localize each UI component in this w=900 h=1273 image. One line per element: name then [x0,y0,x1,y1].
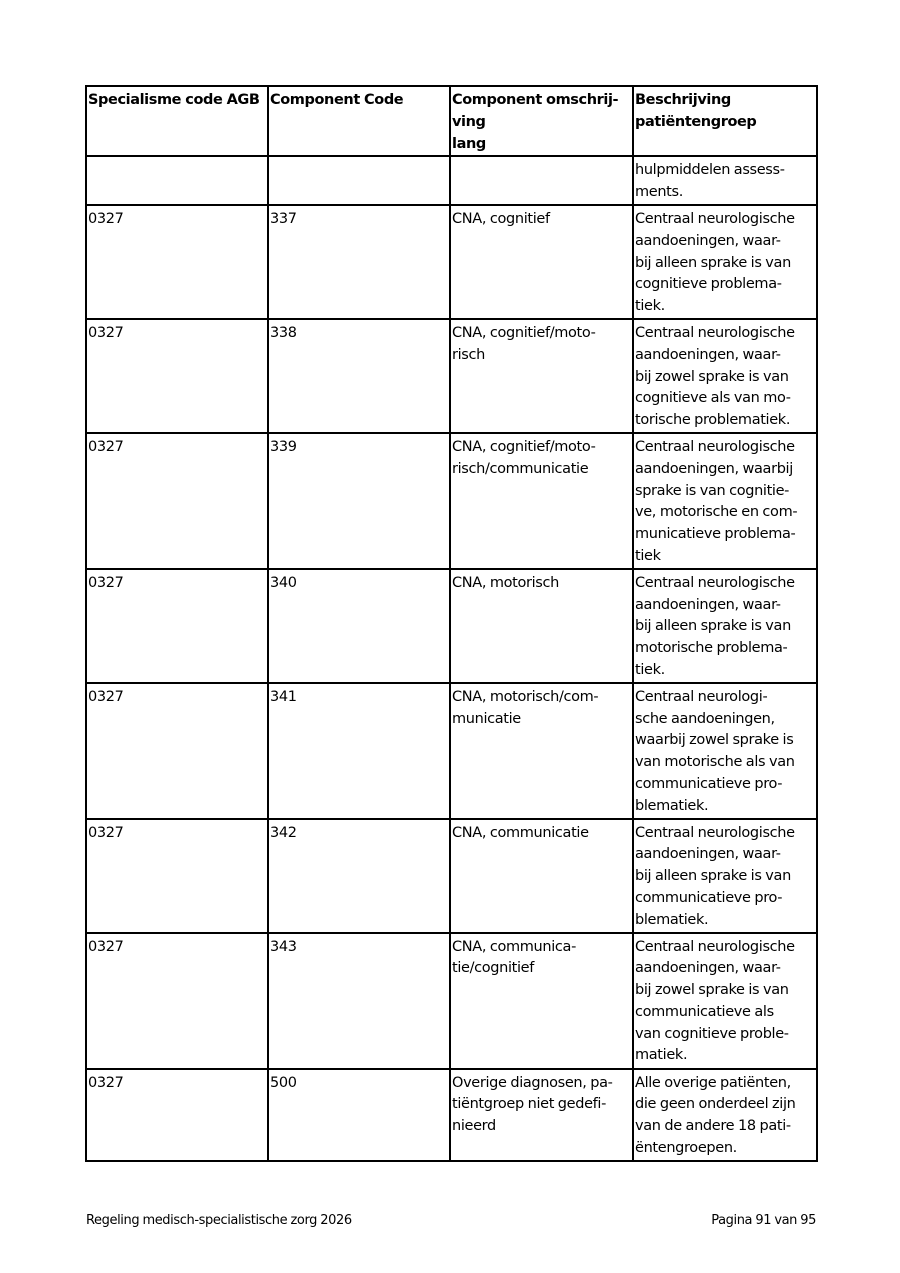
cell-text-line: die geen onderdeel zijn [635,1096,796,1113]
cell-text-line: bij zowel sprake is van [635,982,789,999]
cell-specialisme-code [86,156,268,205]
cell-text-line: CNA, cognitief/moto- [452,324,596,341]
cell-text-line: tiek. [635,298,665,315]
patient-group-table [85,85,818,1162]
cell-text-line: ve, motorische en com- [635,504,798,521]
cell-text-line: risch/communicatie [452,460,589,477]
cell-text-line: aandoeningen, waar- [635,846,781,863]
table-body [86,156,817,1160]
cell-text-line: motorische problema- [635,640,788,657]
cell-text-line: tie/cognitief [452,960,534,977]
cell-text-line: CNA, cognitief [452,210,550,227]
cell-text-line: Centraal neurologische [635,324,795,341]
cell-text-line: aandoeningen, waar- [635,232,781,249]
table-row [86,683,817,819]
table-row [86,156,817,205]
cell-specialisme-code: 0327 [86,683,268,819]
header-component-code [268,86,450,156]
cell-text-line: municatie [452,710,521,727]
cell-component-omschrijving [450,683,633,819]
cell-text-line: municatieve problema- [635,526,796,543]
cell-specialisme-code: 0327 [86,205,268,319]
cell-specialisme-code: 0327 [86,819,268,933]
cell-text-line: CNA, motorisch/com- [452,688,599,705]
cell-text-line: Centraal neurologische [635,574,795,591]
cell-component-code: 337 [268,205,450,319]
cell-specialisme-code: 0327 [86,569,268,683]
footer-page-number: Pagina 91 van 95 [711,1213,816,1228]
cell-text-line: cognitieve problema- [635,276,782,293]
cell-beschrijving-patientengroep [633,156,817,205]
cell-component-code: 339 [268,433,450,569]
cell-text-line: CNA, motorisch [452,574,559,591]
header-text-line: Beschrijving [635,92,731,108]
cell-text-line: communicatieve als [635,1003,774,1020]
cell-component-code: 341 [268,683,450,819]
table-row [86,1069,817,1161]
cell-text-line: torische problematiek. [635,412,791,429]
header-text-line: Component Code [270,92,404,108]
cell-text-line: cognitieve als van mo- [635,390,791,407]
cell-component-omschrijving [450,933,633,1069]
cell-specialisme-code: 0327 [86,933,268,1069]
table-row [86,933,817,1069]
cell-text-line: tiek. [635,661,665,678]
cell-text-line: ëntengroepen. [635,1139,737,1156]
cell-beschrijving-patientengroep [633,933,817,1069]
cell-text-line: Centraal neurologische [635,438,795,455]
cell-beschrijving-patientengroep [633,1069,817,1161]
cell-component-omschrijving [450,319,633,433]
header-text-line: Specialisme code AGB [88,92,260,108]
header-component-omschrijving-lang [450,86,633,156]
cell-text-line: Alle overige patiënten, [635,1074,791,1091]
cell-specialisme-code: 0327 [86,319,268,433]
cell-text-line: aandoeningen, waar- [635,346,781,363]
cell-text-line: sche aandoeningen, [635,710,775,727]
cell-specialisme-code: 0327 [86,1069,268,1161]
cell-text-line: aandoeningen, waar- [635,596,781,613]
cell-text-line: tiek [635,547,661,564]
cell-beschrijving-patientengroep [633,319,817,433]
cell-component-omschrijving [450,819,633,933]
cell-text-line: CNA, cognitief/moto- [452,438,596,455]
cell-text-line: van motorische als van [635,754,795,771]
header-specialisme-code-agb [86,86,268,156]
cell-component-code [268,156,450,205]
cell-text-line: Centraal neurologische [635,210,795,227]
cell-component-code: 500 [268,1069,450,1161]
cell-text-line: hulpmiddelen assess- [635,162,785,179]
cell-text-line: Centraal neurologi- [635,688,768,705]
footer-document-title: Regeling medisch-specialistische zorg 2026 [86,1213,352,1228]
cell-text-line: bij alleen sprake is van [635,254,791,271]
cell-text-line: risch [452,346,485,363]
cell-text-line: bij alleen sprake is van [635,618,791,635]
cell-beschrijving-patientengroep [633,683,817,819]
table-row [86,433,817,569]
table-header-row [86,86,817,156]
cell-component-code: 340 [268,569,450,683]
cell-component-omschrijving [450,156,633,205]
cell-text-line: CNA, communicatie [452,824,589,841]
table-row [86,569,817,683]
cell-text-line: bij alleen sprake is van [635,868,791,885]
cell-text-line: ments. [635,184,683,201]
header-text-line: patiëntengroep [635,113,757,130]
cell-text-line: nieerd [452,1118,496,1135]
cell-text-line: van de andere 18 pati- [635,1118,791,1135]
cell-component-omschrijving [450,205,633,319]
cell-text-line: Overige diagnosen, pa- [452,1074,613,1091]
cell-component-code: 343 [268,933,450,1069]
cell-beschrijving-patientengroep [633,819,817,933]
table-row [86,819,817,933]
cell-text-line: CNA, communica- [452,938,576,955]
cell-text-line: Centraal neurologische [635,824,795,841]
cell-component-omschrijving [450,1069,633,1161]
cell-text-line: matiek. [635,1047,688,1064]
cell-text-line: waarbij zowel sprake is [635,732,794,749]
cell-text-line: aandoeningen, waar- [635,960,781,977]
cell-text-line: aandoeningen, waarbij [635,460,793,477]
cell-specialisme-code: 0327 [86,433,268,569]
cell-component-omschrijving [450,433,633,569]
table-row [86,205,817,319]
cell-beschrijving-patientengroep [633,205,817,319]
cell-beschrijving-patientengroep [633,569,817,683]
cell-text-line: van cognitieve proble- [635,1025,789,1042]
cell-text-line: communicatieve pro- [635,889,783,906]
header-text-line: ving [452,113,486,130]
cell-component-code: 342 [268,819,450,933]
cell-text-line: blematiek. [635,797,709,814]
cell-component-code: 338 [268,319,450,433]
cell-text-line: bij zowel sprake is van [635,368,789,385]
cell-text-line: sprake is van cognitie- [635,482,790,499]
cell-text-line: blematiek. [635,911,709,928]
cell-text-line: tiëntgroep niet gedefi- [452,1096,606,1113]
cell-text-line: communicatieve pro- [635,775,783,792]
table-row [86,319,817,433]
header-text-line: lang [452,135,486,152]
cell-text-line: Centraal neurologische [635,938,795,955]
cell-component-omschrijving [450,569,633,683]
cell-beschrijving-patientengroep [633,433,817,569]
header-beschrijving-patientengroep [633,86,817,156]
header-text-line: Component omschrij- [452,92,619,108]
